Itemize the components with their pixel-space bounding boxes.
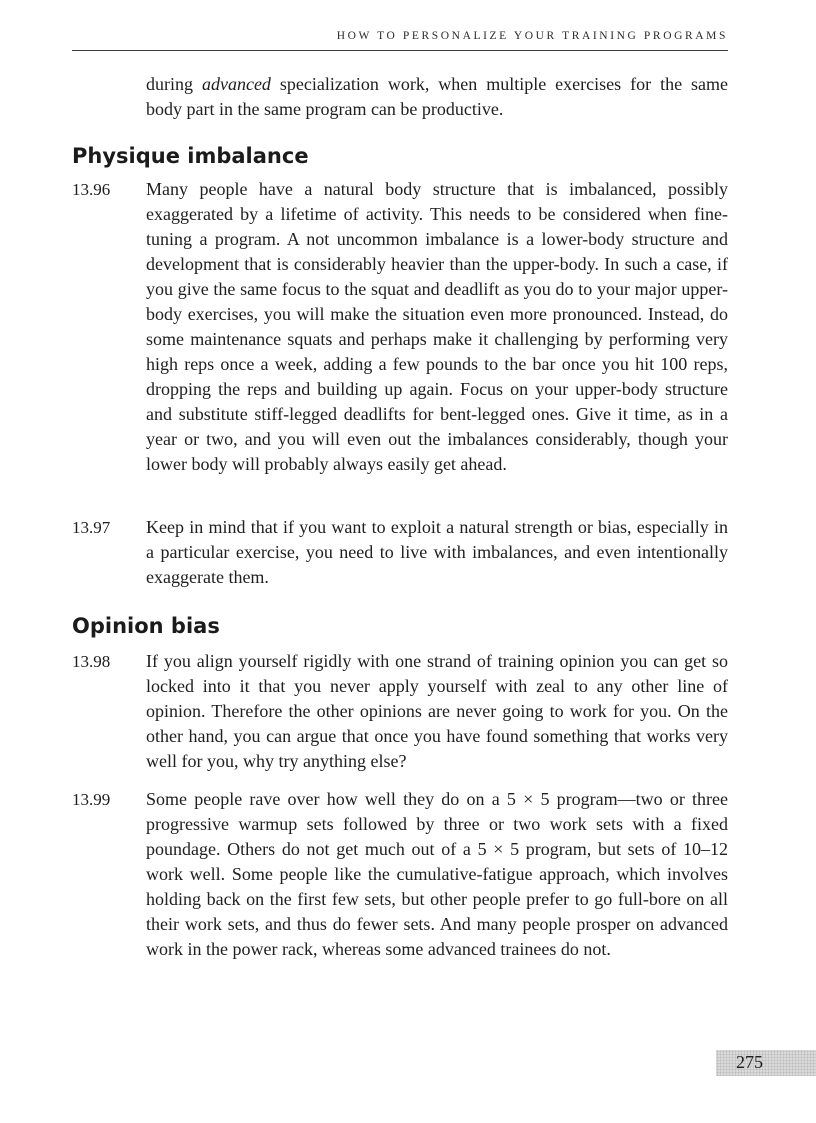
paragraph-number: 13.98: [72, 652, 111, 671]
section-heading-physique-imbalance: Physique imbalance: [72, 144, 309, 168]
running-head: HOW TO PERSONALIZE YOUR TRAINING PROGRAMS: [336, 30, 728, 42]
page-number: 275: [736, 1052, 763, 1072]
paragraph-13-98: [72, 649, 728, 774]
paragraph-13-96: [72, 177, 728, 477]
paragraph-13-99: [72, 787, 728, 962]
paragraph-number: 13.96: [72, 180, 111, 199]
header-rule: [72, 50, 728, 51]
paragraph-13-97: [72, 515, 728, 590]
paragraph-text: If you align yourself rigidly with one strand of training opinion you can get so locked into it that you never apply yourself with zeal to any other line of opinion. Therefore the other opinions are never going to work for you. On the other hand, you can argue that once you have found something that works very well for you, why try anything else?: [146, 651, 728, 771]
continued-paragraph: [146, 72, 728, 122]
continued-text-before: during: [146, 74, 202, 94]
paragraph-number: 13.97: [72, 518, 111, 537]
continued-text-after: specialization work, when multiple exercises for the same body part in the same program can be productive.: [146, 74, 729, 119]
paragraph-text: Many people have a natural body structure that is imbalanced, possibly exaggerated by a lifetime of activity. This needs to be considered when fine-tuning a program. A not uncommon imbalance is a lower-body structure and development that is considerably heavier than the upper-body. In such a case, if you give the same focus to the squat and deadlift as you do to your major upper-body exercises, you will make the situation even more pronounced. Instead, do some maintenance squats and perhaps make it challenging by performing very high reps once a week, adding a few pounds to the bar once you hit 100 reps, dropping the reps and building up again. Focus on your upper-body structure and substitute stiff-legged deadlifts for bent-legged ones. Give it time, as in a year or two, and you will even out the imbalances considerably, though your lower body will probably always easily get ahead.: [146, 179, 728, 474]
emphasis-advanced: advanced: [201, 74, 271, 94]
section-heading-opinion-bias: Opinion bias: [72, 614, 220, 638]
page-number-tab: [716, 1050, 816, 1076]
paragraph-text: Keep in mind that if you want to exploit a natural strength or bias, especially in a particular exercise, you need to live with imbalances, and even intentionally exaggerate them.: [146, 517, 728, 587]
paragraph-number: 13.99: [72, 790, 111, 809]
paragraph-text: Some people rave over how well they do on a 5 × 5 program—two or three progressive warmup sets followed by three or two work sets with a fixed poundage. Others do not get much out of a 5 × 5 program, but sets of 10–12 work well. Some people like the cumulative-fatigue approach, which involves holding back on the first few sets, but other people prefer to go full-bore on all their work sets, and thus do fewer sets. And many people prosper on advanced work in the power rack, whereas some advanced trainees do not.: [146, 789, 728, 959]
